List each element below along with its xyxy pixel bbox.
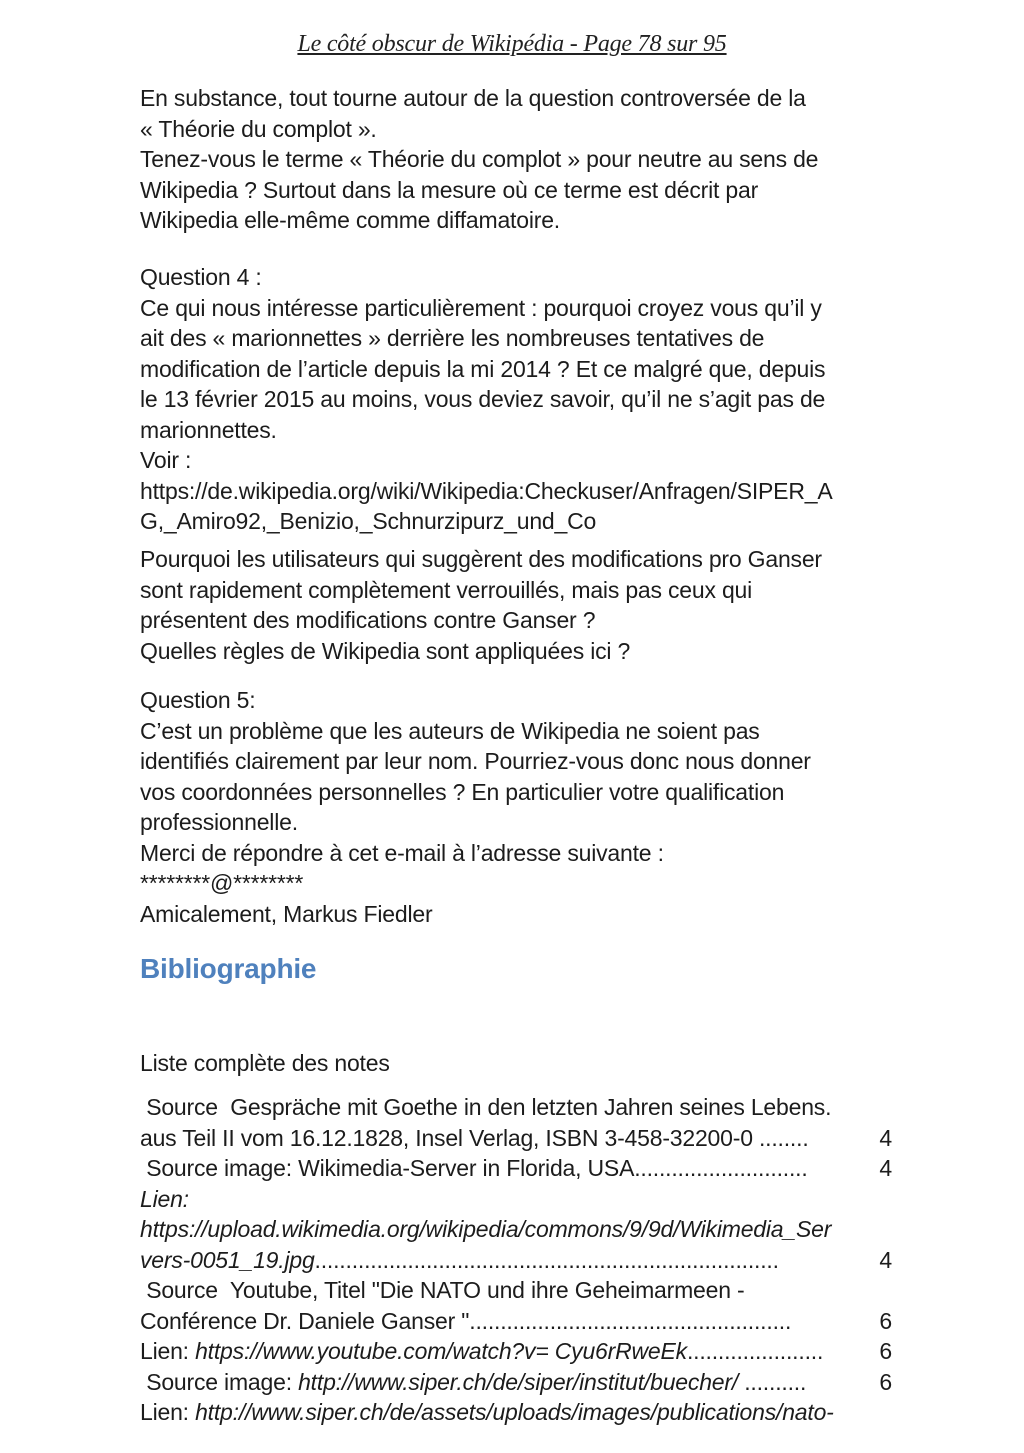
text-line: sont rapidement complètement verrouillés, mais pas ceux qui (140, 576, 753, 603)
text-line: Question 5: (140, 687, 256, 713)
text-line: En substance, tout tourne autour de la question controversée de la (140, 85, 806, 111)
text-line: Lien: (140, 1185, 189, 1212)
bibliography-entries (140, 1092, 892, 1428)
text-line: vers-0051_19.jpg........................................................................... 4 (140, 1245, 892, 1276)
text-line: vos coordonnées personnelles ? En particulier votre qualification (140, 778, 785, 805)
text-line: https://upload.wikimedia.org/wikipedia/commons/9/9d/Wikimedia_Ser (140, 1216, 832, 1242)
text-line: marionnettes. (140, 416, 277, 443)
page-header-title: Le côté obscur de Wikipédia - Page 78 sur 95 (297, 31, 727, 57)
toc-page-number: 6 (879, 1307, 892, 1334)
liste-complete-des-notes-label (140, 1048, 892, 1079)
text-line: Merci de répondre à cet e-mail à l’adresse suivante : (140, 839, 664, 866)
text-line: Conférence Dr. Daniele Ganser ".................................................... 6 (140, 1306, 892, 1337)
text-line: Amicalement, Markus Fiedler (140, 900, 433, 927)
text-line: Lien: http://www.siper.ch/de/assets/uploads/images/publications/nato- (140, 1399, 834, 1425)
text-line: Voir : (140, 447, 192, 473)
text-line: ait des « marionnettes » derrière les nombreuses tentatives de (140, 325, 765, 351)
toc-page-number: 6 (879, 1338, 892, 1364)
text-line: Source image: http://www.siper.ch/de/siper/institut/buecher/ .......... 6 (140, 1367, 892, 1398)
text-line: ********@******** (140, 870, 304, 896)
toc-page-number: 6 (879, 1368, 892, 1395)
text-line: Question 4 : (140, 264, 262, 290)
text-line: Source Youtube, Titel "Die NATO und ihre Geheimarmeen - (140, 1277, 745, 1303)
text-line: modification de l’article depuis la mi 2014 ? Et ce malgré que, depuis (140, 355, 826, 382)
text-line: Source Gespräche mit Goethe in den letzten Jahren seines Lebens. (140, 1094, 832, 1120)
toc-page-number: 4 (879, 1155, 892, 1181)
text-line: aus Teil II vom 16.12.1828, Insel Verlag, ISBN 3-458-32200-0 ........ 4 (140, 1123, 892, 1154)
text-line: Wikipedia ? Surtout dans la mesure où ce terme est décrit par (140, 176, 759, 203)
bibliography-heading: Bibliographie (140, 953, 317, 984)
paragraph-question-4 (140, 262, 892, 537)
text-line: Ce qui nous intéresse particulièrement : pourquoi croyez vous qu’il y (140, 294, 822, 321)
text-line: Pourquoi les utilisateurs qui suggèrent des modifications pro Ganser (140, 546, 822, 572)
text-line: identifiés clairement par leur nom. Pourriez-vous donc nous donner (140, 748, 811, 774)
text-line: C’est un problème que les auteurs de Wikipedia ne soient pas (140, 717, 760, 744)
toc-page-number: 4 (879, 1124, 892, 1151)
paragraph-pourquoi-utilisateurs (140, 544, 892, 666)
text-line: Liste complète des notes (140, 1050, 390, 1076)
paragraph-question-5 (140, 685, 892, 929)
paragraph-en-substance (140, 83, 892, 236)
text-line: professionnelle. (140, 809, 298, 835)
text-line: Tenez-vous le terme « Théorie du complot » pour neutre au sens de (140, 146, 819, 172)
text-line: Quelles règles de Wikipedia sont appliquées ici ? (140, 637, 631, 664)
text-line: https://de.wikipedia.org/wiki/Wikipedia:Checkuser/Anfragen/SIPER_A (140, 477, 833, 504)
text-line: Lien: https://www.youtube.com/watch?v= Cyu6rRweEk...................... 6 (140, 1336, 892, 1367)
text-line: présentent des modifications contre Ganser ? (140, 607, 596, 633)
text-line: « Théorie du complot ». (140, 115, 377, 142)
text-line: Source image: Wikimedia-Server in Florida, USA............................ 4 (140, 1153, 892, 1184)
text-line: le 13 février 2015 au moins, vous deviez savoir, qu’il ne s’agit pas de (140, 386, 826, 412)
text-line: G,_Amiro92,_Benizio,_Schnurzipurz_und_Co (140, 508, 597, 534)
toc-page-number: 4 (879, 1246, 892, 1273)
text-line: Wikipedia elle-même comme diffamatoire. (140, 207, 560, 233)
